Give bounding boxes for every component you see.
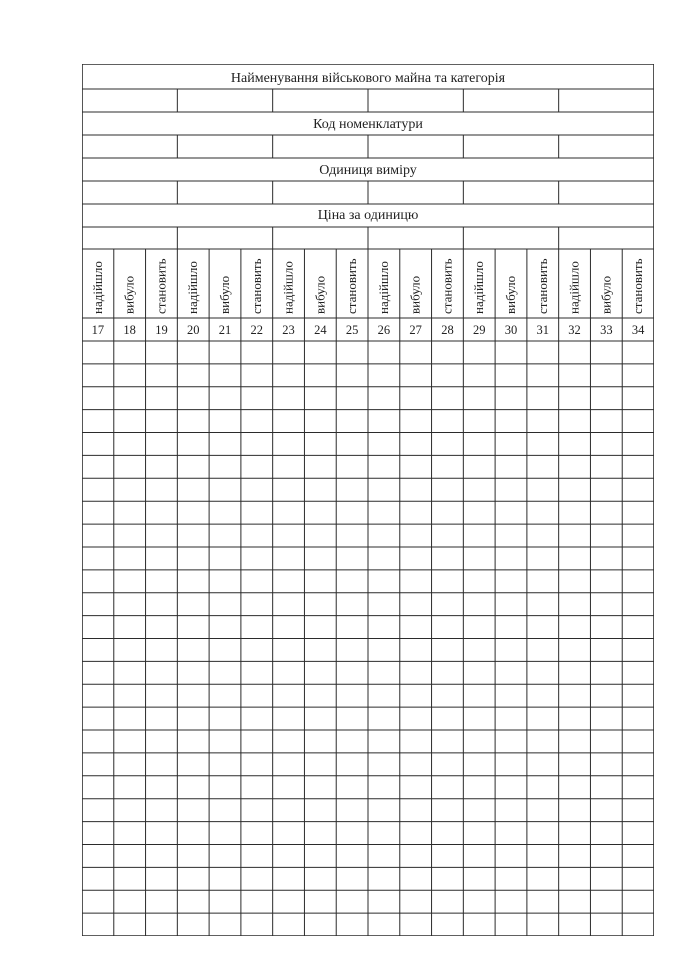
- column-number: 23: [282, 323, 295, 337]
- column-number: 21: [218, 323, 232, 337]
- header-nomenclature-code: Код номенклатури: [313, 117, 423, 132]
- sub-column-header: надійшло: [280, 261, 296, 314]
- header-unit-price: Ціна за одиницю: [317, 208, 419, 223]
- sub-column-header: надійшло: [185, 261, 201, 314]
- grid-lines: [82, 64, 654, 936]
- sub-column-header: становить: [248, 258, 264, 314]
- sub-column-header: надійшло: [375, 261, 391, 314]
- column-number: 20: [186, 323, 200, 337]
- sub-column-header: становить: [630, 258, 646, 314]
- column-number: 17: [91, 323, 105, 337]
- column-number: 30: [504, 323, 518, 337]
- column-number: 27: [409, 323, 422, 337]
- sub-column-header: вибуло: [121, 275, 137, 314]
- sub-column-header: надійшло: [471, 261, 487, 314]
- sub-column-header: становить: [153, 258, 169, 314]
- column-number: 31: [536, 323, 550, 337]
- sub-column-header: вибуло: [598, 275, 614, 314]
- sub-column-header: вибуло: [407, 275, 423, 314]
- column-number: 34: [631, 323, 645, 337]
- sub-column-header: надійшло: [89, 261, 105, 314]
- sub-column-header: становить: [534, 258, 550, 314]
- column-number: 33: [600, 323, 613, 337]
- column-number: 26: [377, 323, 391, 337]
- column-number: 19: [155, 323, 168, 337]
- header-unit-of-measure: Одиниця виміру: [319, 163, 417, 178]
- column-number: 32: [568, 323, 581, 337]
- inventory-ledger-table: [82, 64, 654, 936]
- sub-column-header: становить: [344, 258, 360, 314]
- sub-column-header: вибуло: [312, 275, 328, 314]
- column-number: 28: [441, 323, 454, 337]
- sub-column-headers: [90, 258, 645, 314]
- ledger-grid: [82, 64, 654, 936]
- sub-column-header: вибуло: [503, 275, 518, 314]
- header-item-name-category: Найменування військового майна та категорія: [230, 71, 506, 86]
- sub-column-header: вибуло: [217, 275, 232, 314]
- column-number: 24: [314, 323, 327, 337]
- sub-column-header: становить: [439, 258, 455, 314]
- column-number: 22: [250, 323, 264, 337]
- column-number: 25: [345, 323, 359, 337]
- sub-column-header: надійшло: [566, 261, 582, 314]
- column-number: 18: [123, 323, 136, 337]
- column-number: 29: [472, 323, 486, 337]
